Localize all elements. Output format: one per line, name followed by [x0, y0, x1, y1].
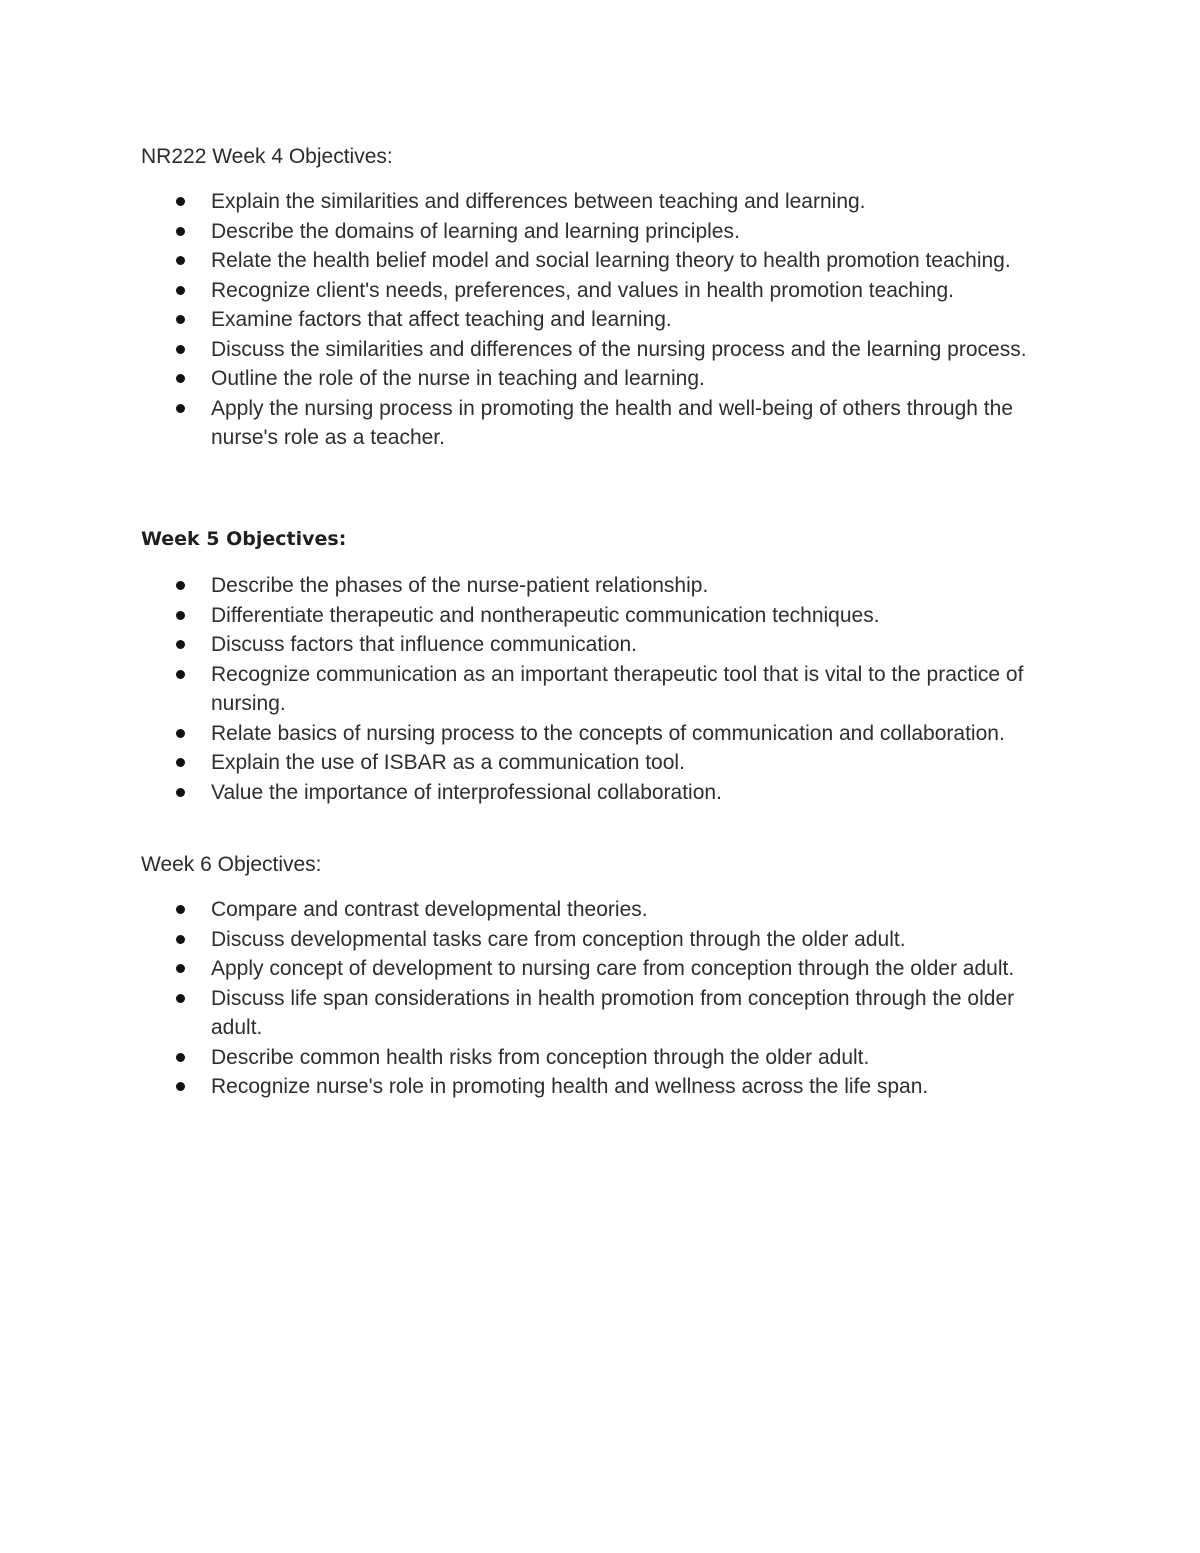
list-item	[141, 571, 1066, 601]
bullet-icon	[176, 286, 185, 295]
bullet-icon	[176, 729, 185, 738]
bullet-icon	[176, 670, 185, 679]
objective-text: Relate the health belief model and social learning theory to health promotion teaching.	[211, 249, 1011, 272]
bullet-icon	[176, 994, 185, 1003]
list-item	[141, 335, 1066, 365]
list-item	[141, 305, 1066, 335]
list-item	[141, 778, 1066, 808]
week5-heading: Week 5 Objectives:	[141, 528, 347, 550]
objective-text: Describe the domains of learning and learning principles.	[211, 219, 740, 243]
list-item	[141, 984, 1066, 1043]
bullet-icon	[176, 374, 185, 383]
objective-text: Recognize client's needs, preferences, and values in health promotion teaching.	[211, 278, 954, 302]
objective-text: Apply concept of development to nursing care from conception through the older adult.	[211, 957, 1015, 980]
objective-text: Discuss life span considerations in health promotion from conception through the older adult.	[211, 986, 1015, 1039]
week6-section	[141, 850, 1071, 1102]
list-item	[141, 630, 1066, 660]
objective-text: Relate basics of nursing process to the concepts of communication and collaboration.	[211, 721, 1005, 745]
bullet-icon	[176, 256, 185, 265]
objective-text: Describe common health risks from conception through the older adult.	[211, 1045, 870, 1069]
bullet-icon	[176, 964, 185, 973]
objective-text: Recognize communication as an important therapeutic tool that is vital to the practice of nursing.	[211, 662, 1024, 715]
bullet-icon	[176, 640, 185, 649]
objective-text: Outline the role of the nurse in teaching and learning.	[211, 367, 705, 390]
list-item	[141, 748, 1066, 778]
objective-text: Discuss the similarities and differences of the nursing process and the learning process.	[211, 337, 1027, 361]
bullet-icon	[176, 935, 185, 944]
list-item	[141, 1043, 1066, 1073]
objective-text: Discuss factors that influence communication.	[211, 633, 638, 656]
bullet-icon	[176, 788, 185, 797]
bullet-icon	[176, 404, 185, 413]
objective-text: Describe the phases of the nurse-patient relationship.	[211, 574, 709, 597]
list-item	[141, 217, 1066, 247]
list-item	[141, 394, 1066, 453]
list-item	[141, 364, 1066, 394]
bullet-icon	[176, 1053, 185, 1062]
objective-text: Value the importance of interprofessional collaboration.	[211, 780, 722, 804]
list-item	[141, 954, 1066, 984]
list-item	[141, 187, 1066, 217]
week4-section	[141, 142, 1071, 453]
bullet-icon	[176, 227, 185, 236]
objective-text: Examine factors that affect teaching and learning.	[211, 308, 672, 331]
week4-heading: NR222 Week 4 Objectives:	[141, 145, 393, 168]
bullet-icon	[176, 1082, 185, 1091]
bullet-icon	[176, 581, 185, 590]
list-item	[141, 719, 1066, 749]
week5-section	[141, 525, 1071, 807]
bullet-icon	[176, 758, 185, 767]
bullet-icon	[176, 197, 185, 206]
list-item	[141, 895, 1066, 925]
list-item	[141, 925, 1066, 955]
list-item	[141, 1072, 1066, 1102]
objective-text: Differentiate therapeutic and nontherapeutic communication techniques.	[211, 603, 880, 627]
objective-text: Discuss developmental tasks care from conception through the older adult.	[211, 927, 906, 951]
list-item	[141, 601, 1066, 631]
week6-heading: Week 6 Objectives:	[141, 853, 322, 876]
list-item	[141, 660, 1066, 719]
list-item	[141, 246, 1066, 276]
objective-text: Recognize nurse's role in promoting health and wellness across the life span.	[211, 1075, 929, 1098]
objective-text: Explain the use of ISBAR as a communication tool.	[211, 751, 685, 774]
bullet-icon	[176, 345, 185, 354]
bullet-icon	[176, 611, 185, 620]
bullet-icon	[176, 905, 185, 914]
week4-objective-list	[141, 187, 1071, 453]
week5-objective-list	[141, 571, 1071, 807]
objective-text: Explain the similarities and differences between teaching and learning.	[211, 190, 866, 213]
week6-objective-list	[141, 895, 1071, 1102]
objective-text: Compare and contrast developmental theories.	[211, 898, 648, 921]
bullet-icon	[176, 315, 185, 324]
list-item	[141, 276, 1066, 306]
objective-text: Apply the nursing process in promoting the health and well-being of others through the nurse's role as a teacher.	[211, 396, 1013, 449]
